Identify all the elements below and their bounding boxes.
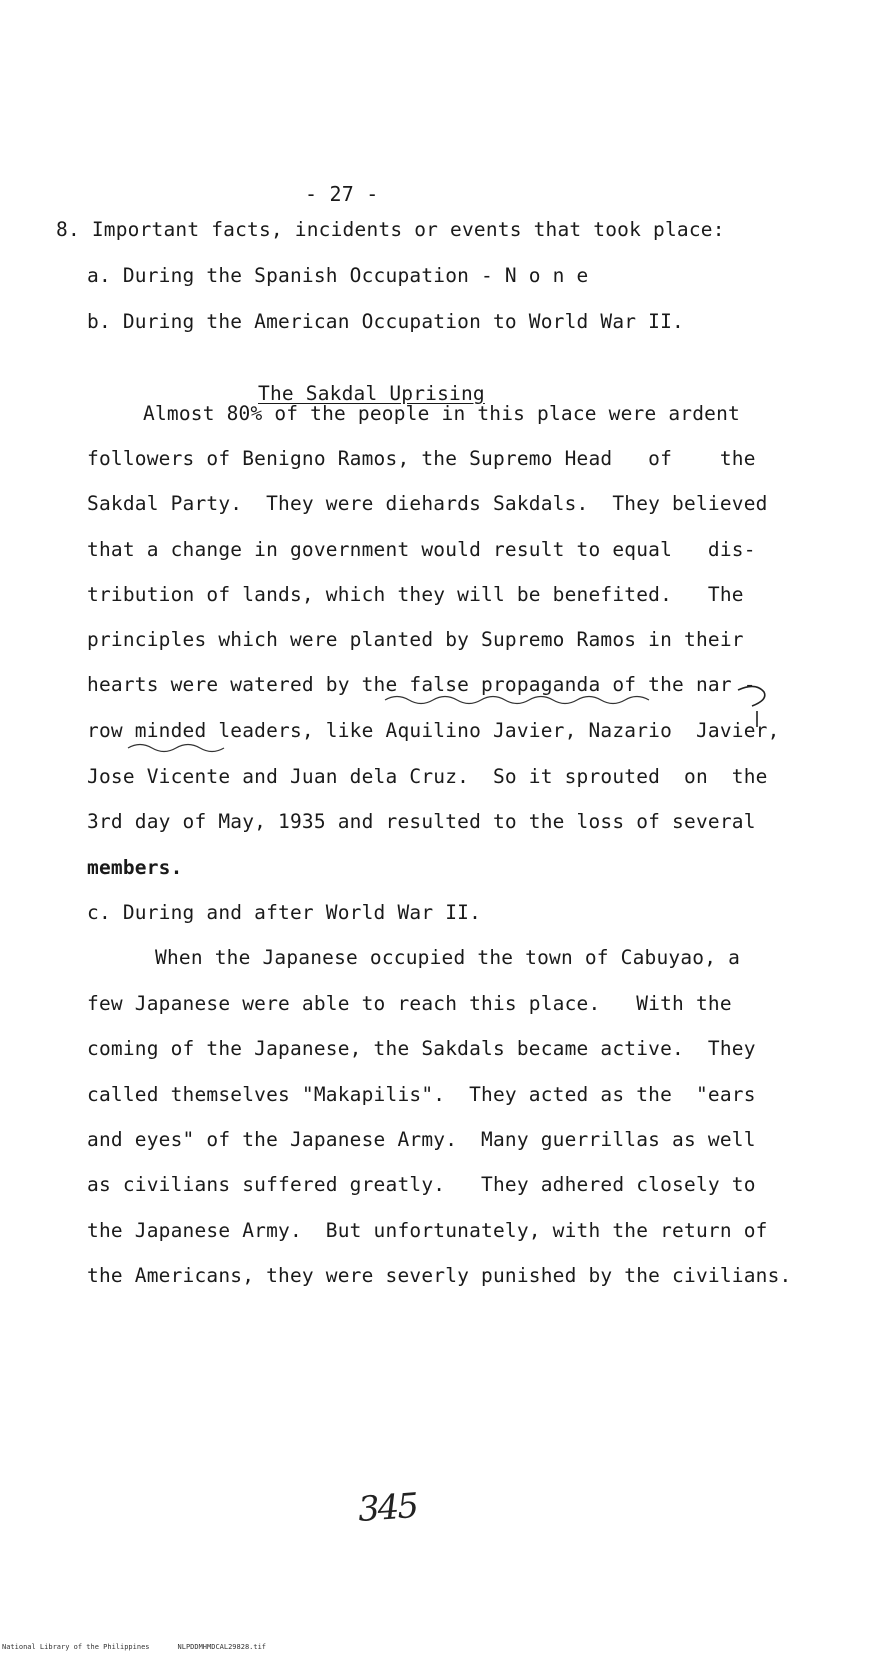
footer-library: National Library of the Philippines — [2, 1643, 150, 1651]
wavy-underline-narrow-minded — [128, 745, 224, 752]
item-a: a. During the Spanish Occupation - N o n e — [87, 264, 589, 287]
subheading: The Sakdal Uprising — [258, 382, 485, 405]
section-heading: 8. Important facts, incidents or events that took place: — [56, 218, 725, 241]
paragraph-line: the Japanese Army. But unfortunately, with the return of — [87, 1219, 768, 1242]
footer — [2, 1643, 294, 1652]
paragraph-line: few Japanese were able to reach this place. With the — [87, 992, 732, 1015]
item-c: c. During and after World War II. — [87, 901, 482, 924]
paragraph-line: 3rd day of May, 1935 and resulted to the loss of several — [87, 810, 756, 833]
footer-file: NLPDDMHMDCAL29828.tif — [177, 1643, 267, 1651]
paragraph-line: called themselves "Makapilis". They acted as the "ears — [87, 1083, 756, 1106]
paragraph-line: tribution of lands, which they will be benefited. The — [87, 583, 744, 606]
handwritten-page-number: 345 — [356, 1485, 419, 1531]
paragraph-line: row minded leaders, like Aquilino Javier, Nazario Javier, — [87, 719, 780, 742]
paragraph-line: Almost 80% of the people in this place were ardent — [143, 402, 740, 425]
paragraph-line: followers of Benigno Ramos, the Supremo Head of the — [87, 447, 756, 470]
page-number: - 27 - — [305, 182, 379, 206]
paragraph-line: members. — [87, 856, 183, 879]
wavy-underline-false-propaganda — [385, 697, 649, 704]
paragraph-line: Jose Vicente and Juan dela Cruz. So it sprouted on the — [87, 765, 768, 788]
paragraph-line: coming of the Japanese, the Sakdals became active. They — [87, 1037, 756, 1060]
paragraph-line: Sakdal Party. They were diehards Sakdals. They believed — [87, 492, 768, 515]
paragraph-line: the Americans, they were severly punished by the civilians. — [87, 1264, 792, 1287]
paragraph-line: hearts were watered by the false propaganda of the nar - — [87, 673, 756, 696]
paragraph-line: that a change in government would result to equal dis- — [87, 538, 756, 561]
paragraph-line: and eyes" of the Japanese Army. Many guerrillas as well — [87, 1128, 756, 1151]
paragraph-line: principles which were planted by Supremo Ramos in their — [87, 628, 744, 651]
paragraph-line: as civilians suffered greatly. They adhered closely to — [87, 1173, 756, 1196]
paragraph-line: When the Japanese occupied the town of Cabuyao, a — [155, 946, 741, 969]
item-b: b. During the American Occupation to World War II. — [87, 310, 684, 333]
